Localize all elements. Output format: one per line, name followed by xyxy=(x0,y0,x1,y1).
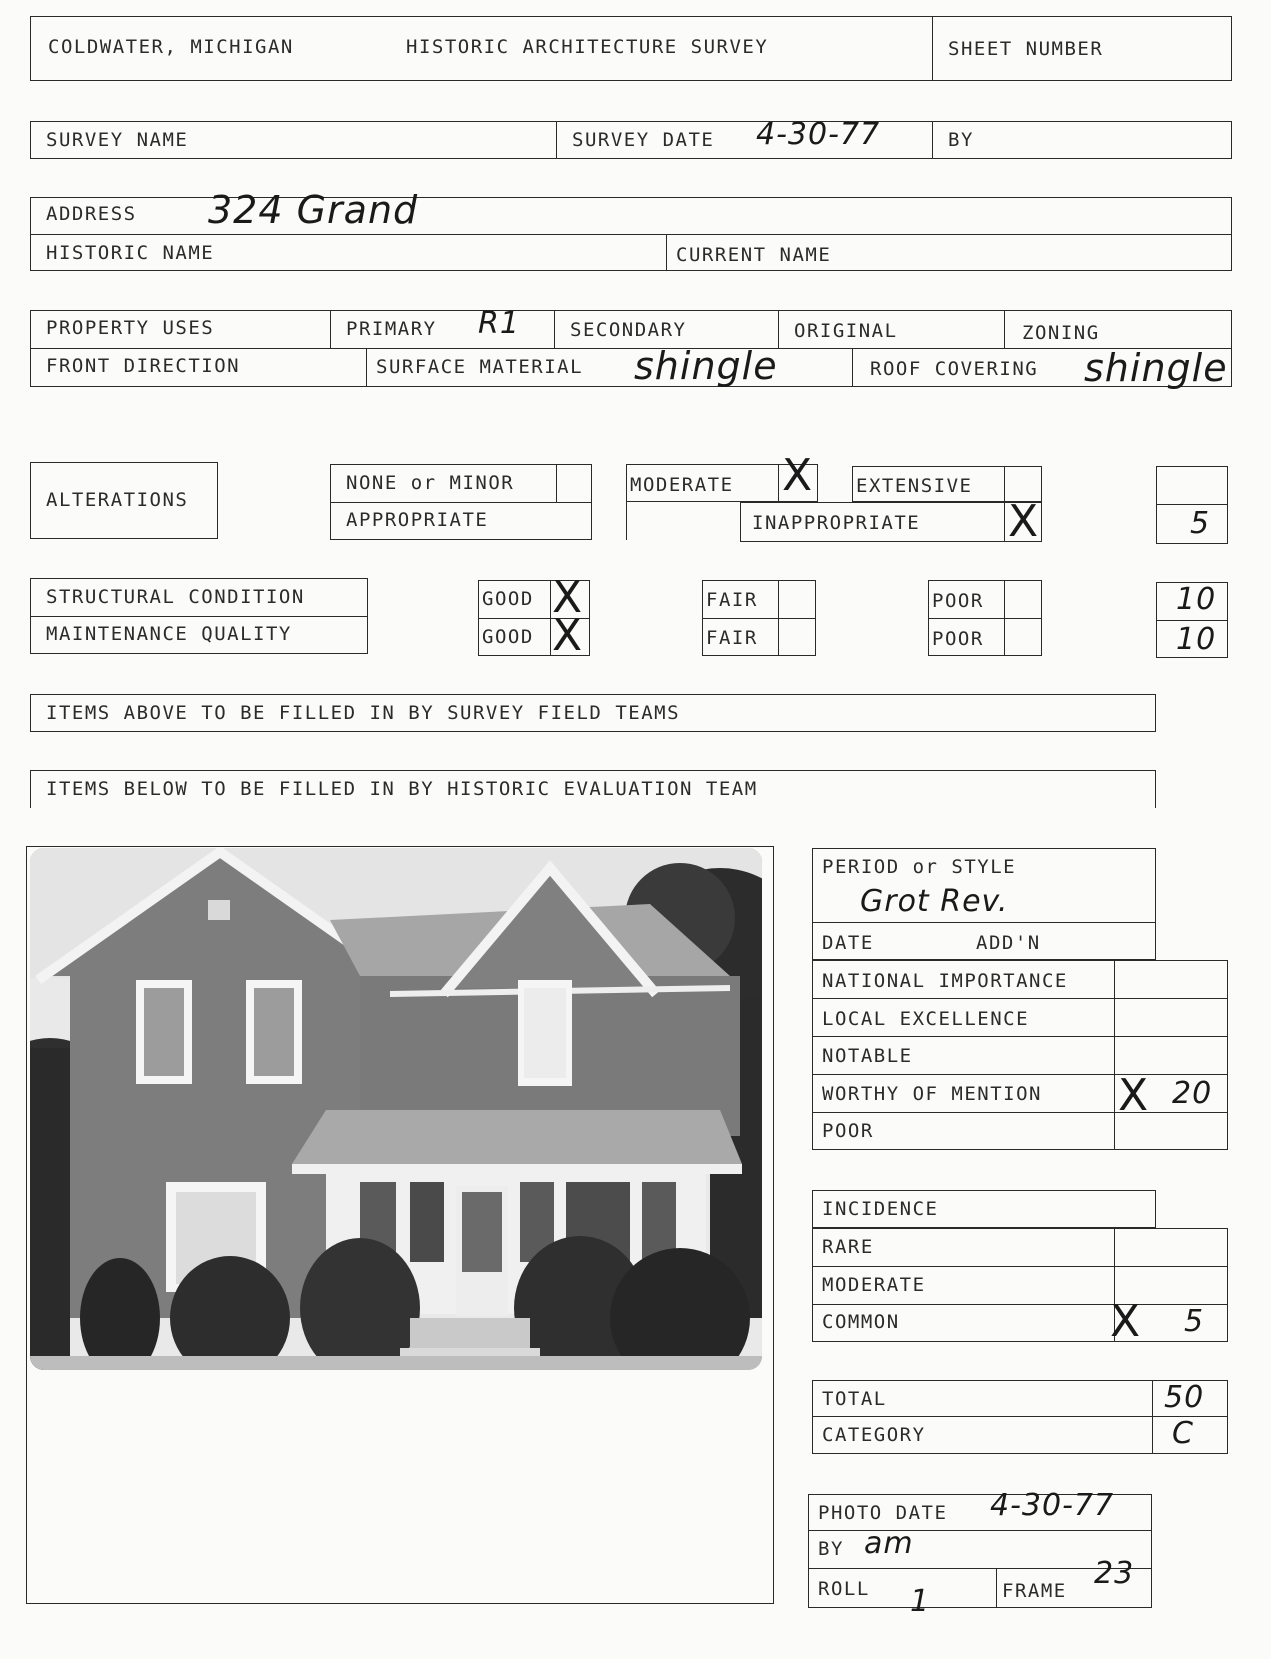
note-above: ITEMS ABOVE TO BE FILLED IN BY SURVEY FIELD TEAMS xyxy=(46,702,681,724)
importance-row-3 xyxy=(812,1074,1228,1075)
importance-row-2 xyxy=(812,1036,1228,1037)
incidence-label: INCIDENCE xyxy=(822,1198,939,1220)
property-uses-label: PROPERTY USES xyxy=(46,317,215,339)
survey-divider-2 xyxy=(932,121,933,159)
current-name-label: CURRENT NAME xyxy=(676,244,832,266)
importance-row-4 xyxy=(812,1112,1228,1113)
alterations-label: ALTERATIONS xyxy=(46,489,189,511)
local-excellence-label: LOCAL EXCELLENCE xyxy=(822,1008,1030,1030)
moderate-label: MODERATE xyxy=(630,474,734,496)
appropriate-label: APPROPRIATE xyxy=(346,509,489,531)
worthy-score: 20 xyxy=(1172,1076,1213,1111)
frame-value: 23 xyxy=(1094,1556,1135,1591)
incidence-moderate-label: MODERATE xyxy=(822,1274,926,1296)
primary-label: PRIMARY xyxy=(346,318,437,340)
poor-divider xyxy=(928,618,1042,619)
primary-value: R1 xyxy=(478,306,520,341)
poor-checkbox xyxy=(1004,580,1005,656)
note-below: ITEMS BELOW TO BE FILLED IN BY HISTORIC EVALUATION TEAM xyxy=(46,778,758,800)
incidence-row-1 xyxy=(812,1266,1228,1267)
survey-divider-1 xyxy=(556,121,557,159)
category-value: C xyxy=(1172,1416,1194,1451)
poor-label-structural: POOR xyxy=(932,590,984,612)
uses-divider xyxy=(30,348,1232,349)
poor-label-maintenance: POOR xyxy=(932,628,984,650)
none-minor-checkbox xyxy=(556,464,557,502)
common-label: COMMON xyxy=(822,1311,900,1333)
city-label: COLDWATER, MICHIGAN xyxy=(48,36,294,58)
moderate-checkbox xyxy=(778,464,779,502)
good-label-structural: GOOD xyxy=(482,588,534,610)
extensive-checkbox xyxy=(1004,466,1005,502)
fair-divider xyxy=(702,618,816,619)
worthy-label: WORTHY OF MENTION xyxy=(822,1083,1042,1105)
front-direction-label: FRONT DIRECTION xyxy=(46,355,241,377)
structural-good-mark: X xyxy=(552,572,583,623)
eval-poor-label: POOR xyxy=(822,1120,874,1142)
maintenance-score: 10 xyxy=(1176,622,1217,657)
period-divider xyxy=(812,922,1156,923)
roll-value: 1 xyxy=(910,1584,931,1619)
inappropriate-label: INAPPROPRIATE xyxy=(752,512,921,534)
common-score: 5 xyxy=(1184,1304,1205,1339)
surface-material-value: shingle xyxy=(634,344,778,388)
eval-date-label: DATE xyxy=(822,932,874,954)
condition-label-divider xyxy=(30,616,368,617)
structural-score: 10 xyxy=(1176,582,1217,617)
structural-condition-label: STRUCTURAL CONDITION xyxy=(46,586,305,608)
photo-date-label: PHOTO DATE xyxy=(818,1502,948,1524)
roof-covering-label: ROOF COVERING xyxy=(870,358,1039,380)
uses-div-1 xyxy=(330,310,331,348)
eval-addn-label: ADD'N xyxy=(976,932,1041,954)
condition-score-divider xyxy=(1156,620,1228,621)
house-photo xyxy=(30,848,762,1370)
none-minor-label: NONE or MINOR xyxy=(346,472,515,494)
alterations-score: 5 xyxy=(1190,506,1211,541)
fair-label-structural: FAIR xyxy=(706,589,758,611)
moderate-mark: X xyxy=(782,450,813,501)
total-label: TOTAL xyxy=(822,1388,887,1410)
incidence-row-2 xyxy=(812,1304,1228,1305)
photo-by-label: BY xyxy=(818,1538,844,1560)
photo-date-value: 4-30-77 xyxy=(990,1488,1115,1523)
photo-by-value: am xyxy=(864,1526,914,1561)
inappropriate-mark: X xyxy=(1008,496,1039,547)
worthy-mark: X xyxy=(1118,1070,1149,1121)
zoning-label: ZONING xyxy=(1022,322,1100,344)
total-value-col xyxy=(1152,1380,1153,1454)
extensive-label: EXTENSIVE xyxy=(856,475,973,497)
maintenance-good-mark: X xyxy=(552,610,583,661)
maintenance-quality-label: MAINTENANCE QUALITY xyxy=(46,623,292,645)
roof-covering-value: shingle xyxy=(1084,346,1228,390)
frame-label: FRAME xyxy=(1002,1580,1067,1602)
survey-date-value: 4-30-77 xyxy=(756,117,881,152)
address-label: ADDRESS xyxy=(46,203,137,225)
address-value: 324 Grand xyxy=(208,188,419,232)
names-divider xyxy=(666,234,667,271)
photo-info-col xyxy=(996,1568,997,1608)
fair-checkbox xyxy=(778,580,779,656)
uses-div-6 xyxy=(852,348,853,387)
good-label-maintenance: GOOD xyxy=(482,626,534,648)
importance-check-col xyxy=(1114,960,1115,1150)
inappropriate-checkbox xyxy=(1004,502,1005,542)
historic-name-label: HISTORIC NAME xyxy=(46,242,215,264)
address-divider xyxy=(30,234,1232,235)
total-value: 50 xyxy=(1164,1380,1205,1415)
national-importance-label: NATIONAL IMPORTANCE xyxy=(822,970,1068,992)
total-divider xyxy=(812,1416,1228,1417)
house-photo-image xyxy=(30,848,762,1370)
alterations-left-divider xyxy=(330,502,592,503)
good-checkbox xyxy=(550,580,551,656)
survey-by-label: BY xyxy=(948,129,974,151)
roll-label: ROLL xyxy=(818,1578,870,1600)
uses-div-5 xyxy=(366,348,367,387)
survey-date-label: SURVEY DATE xyxy=(572,129,715,151)
sheet-number-label: SHEET NUMBER xyxy=(948,38,1104,60)
rare-label: RARE xyxy=(822,1236,874,1258)
uses-div-2 xyxy=(554,310,555,348)
secondary-label: SECONDARY xyxy=(570,319,687,341)
survey-name-label: SURVEY NAME xyxy=(46,129,189,151)
photo-info-row-1 xyxy=(808,1530,1152,1531)
surface-material-label: SURFACE MATERIAL xyxy=(376,356,584,378)
survey-title: HISTORIC ARCHITECTURE SURVEY xyxy=(406,36,769,58)
period-label: PERIOD or STYLE xyxy=(822,856,1017,878)
category-label: CATEGORY xyxy=(822,1424,926,1446)
importance-row-1 xyxy=(812,998,1228,999)
header-divider xyxy=(932,16,933,81)
fair-label-maintenance: FAIR xyxy=(706,627,758,649)
alterations-mid-divider xyxy=(626,502,627,540)
original-label: ORIGINAL xyxy=(794,320,898,342)
alterations-score-divider xyxy=(1156,504,1228,505)
uses-div-3 xyxy=(778,310,779,348)
period-value: Grot Rev. xyxy=(860,884,1009,919)
notable-label: NOTABLE xyxy=(822,1045,913,1067)
uses-div-4 xyxy=(1004,310,1005,348)
common-mark: X xyxy=(1110,1296,1141,1347)
